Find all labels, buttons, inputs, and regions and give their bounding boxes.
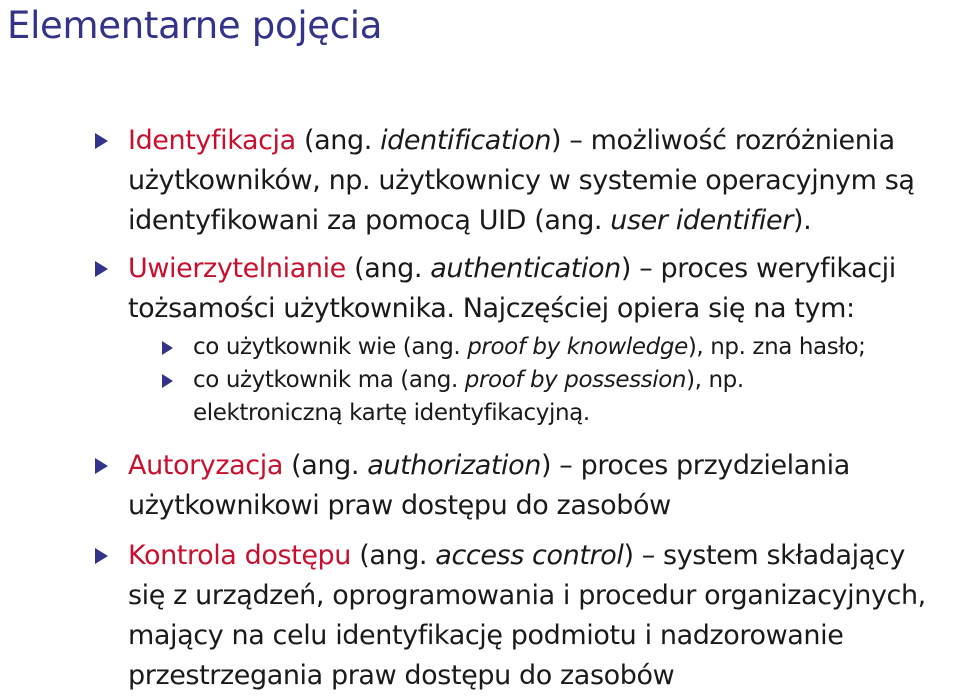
definition-text: co użytkownik ma (ang.: [193, 367, 465, 393]
sub-bullet-line: elektroniczną kartę identyfikacyjną.: [193, 400, 590, 426]
bullet-text: [128, 446, 850, 526]
ang-prefix: (ang.: [282, 450, 368, 481]
bullet-line: przestrzegania praw dostępu do zasobów: [128, 660, 675, 691]
english-term: authentication: [430, 253, 621, 284]
definition-text: ) – proces przydzielania: [540, 450, 850, 481]
sub-bullet-line: [193, 364, 744, 397]
bullet-line: użytkownikowi praw dostępu do zasobów: [128, 490, 671, 521]
sub-bullet-text: [193, 364, 744, 430]
definition-text: ).: [792, 205, 812, 236]
definition-text: identyfikowani za pomocą UID (ang.: [128, 205, 611, 236]
english-term: user identifier: [610, 205, 793, 236]
english-term: identification: [380, 125, 552, 156]
ang-prefix: (ang.: [351, 540, 436, 571]
bullet-text: [128, 249, 896, 329]
triangle-bullet-icon: [162, 374, 173, 388]
bullet-line: się z urządzeń, oprogramowania i procedur organizacyjnych,: [128, 580, 926, 611]
triangle-bullet-icon: [95, 458, 108, 474]
bullet-line: [128, 536, 926, 576]
definition-text: ), np.: [686, 367, 744, 393]
english-term: access control: [435, 540, 624, 571]
bullet-line: użytkowników, np. użytkownicy w systemie operacyjnym są: [128, 165, 915, 196]
english-term: authorization: [367, 450, 541, 481]
bullet-line: [128, 121, 915, 161]
definition-text: co użytkownik wie (ang.: [193, 334, 468, 360]
definition-text: ) – system składający: [623, 540, 905, 571]
triangle-bullet-icon: [95, 261, 108, 277]
english-term: proof by possession: [464, 367, 687, 393]
definition-text: ) – możliwość rozróżnienia: [551, 125, 895, 156]
term-label: Kontrola dostępu: [128, 540, 352, 571]
ang-prefix: (ang.: [295, 125, 381, 156]
definition-text: ), np. zna hasło;: [687, 334, 866, 360]
bullet-line: [128, 446, 850, 486]
slide-title: Elementarne pojęcia: [7, 4, 383, 47]
triangle-bullet-icon: [162, 341, 173, 355]
term-label: Uwierzytelnianie: [128, 253, 346, 284]
triangle-bullet-icon: [95, 548, 108, 564]
sub-bullet-line: [193, 331, 866, 364]
ang-prefix: (ang.: [345, 253, 431, 284]
bullet-line: [128, 201, 915, 241]
english-term: proof by knowledge: [467, 334, 688, 360]
bullet-text: [128, 121, 915, 241]
bullet-line: tożsamości użytkownika. Najczęściej opiera się na tym:: [128, 293, 855, 324]
bullet-line: mający na celu identyfikację podmiotu i nadzorowanie: [128, 620, 844, 651]
sub-bullet-text: [193, 331, 866, 364]
triangle-bullet-icon: [95, 133, 108, 149]
term-label: Identyfikacja: [128, 125, 296, 156]
bullet-line: [128, 249, 896, 289]
bullet-text: [128, 536, 926, 696]
definition-text: ) – proces weryfikacji: [620, 253, 896, 284]
term-label: Autoryzacja: [128, 450, 283, 481]
